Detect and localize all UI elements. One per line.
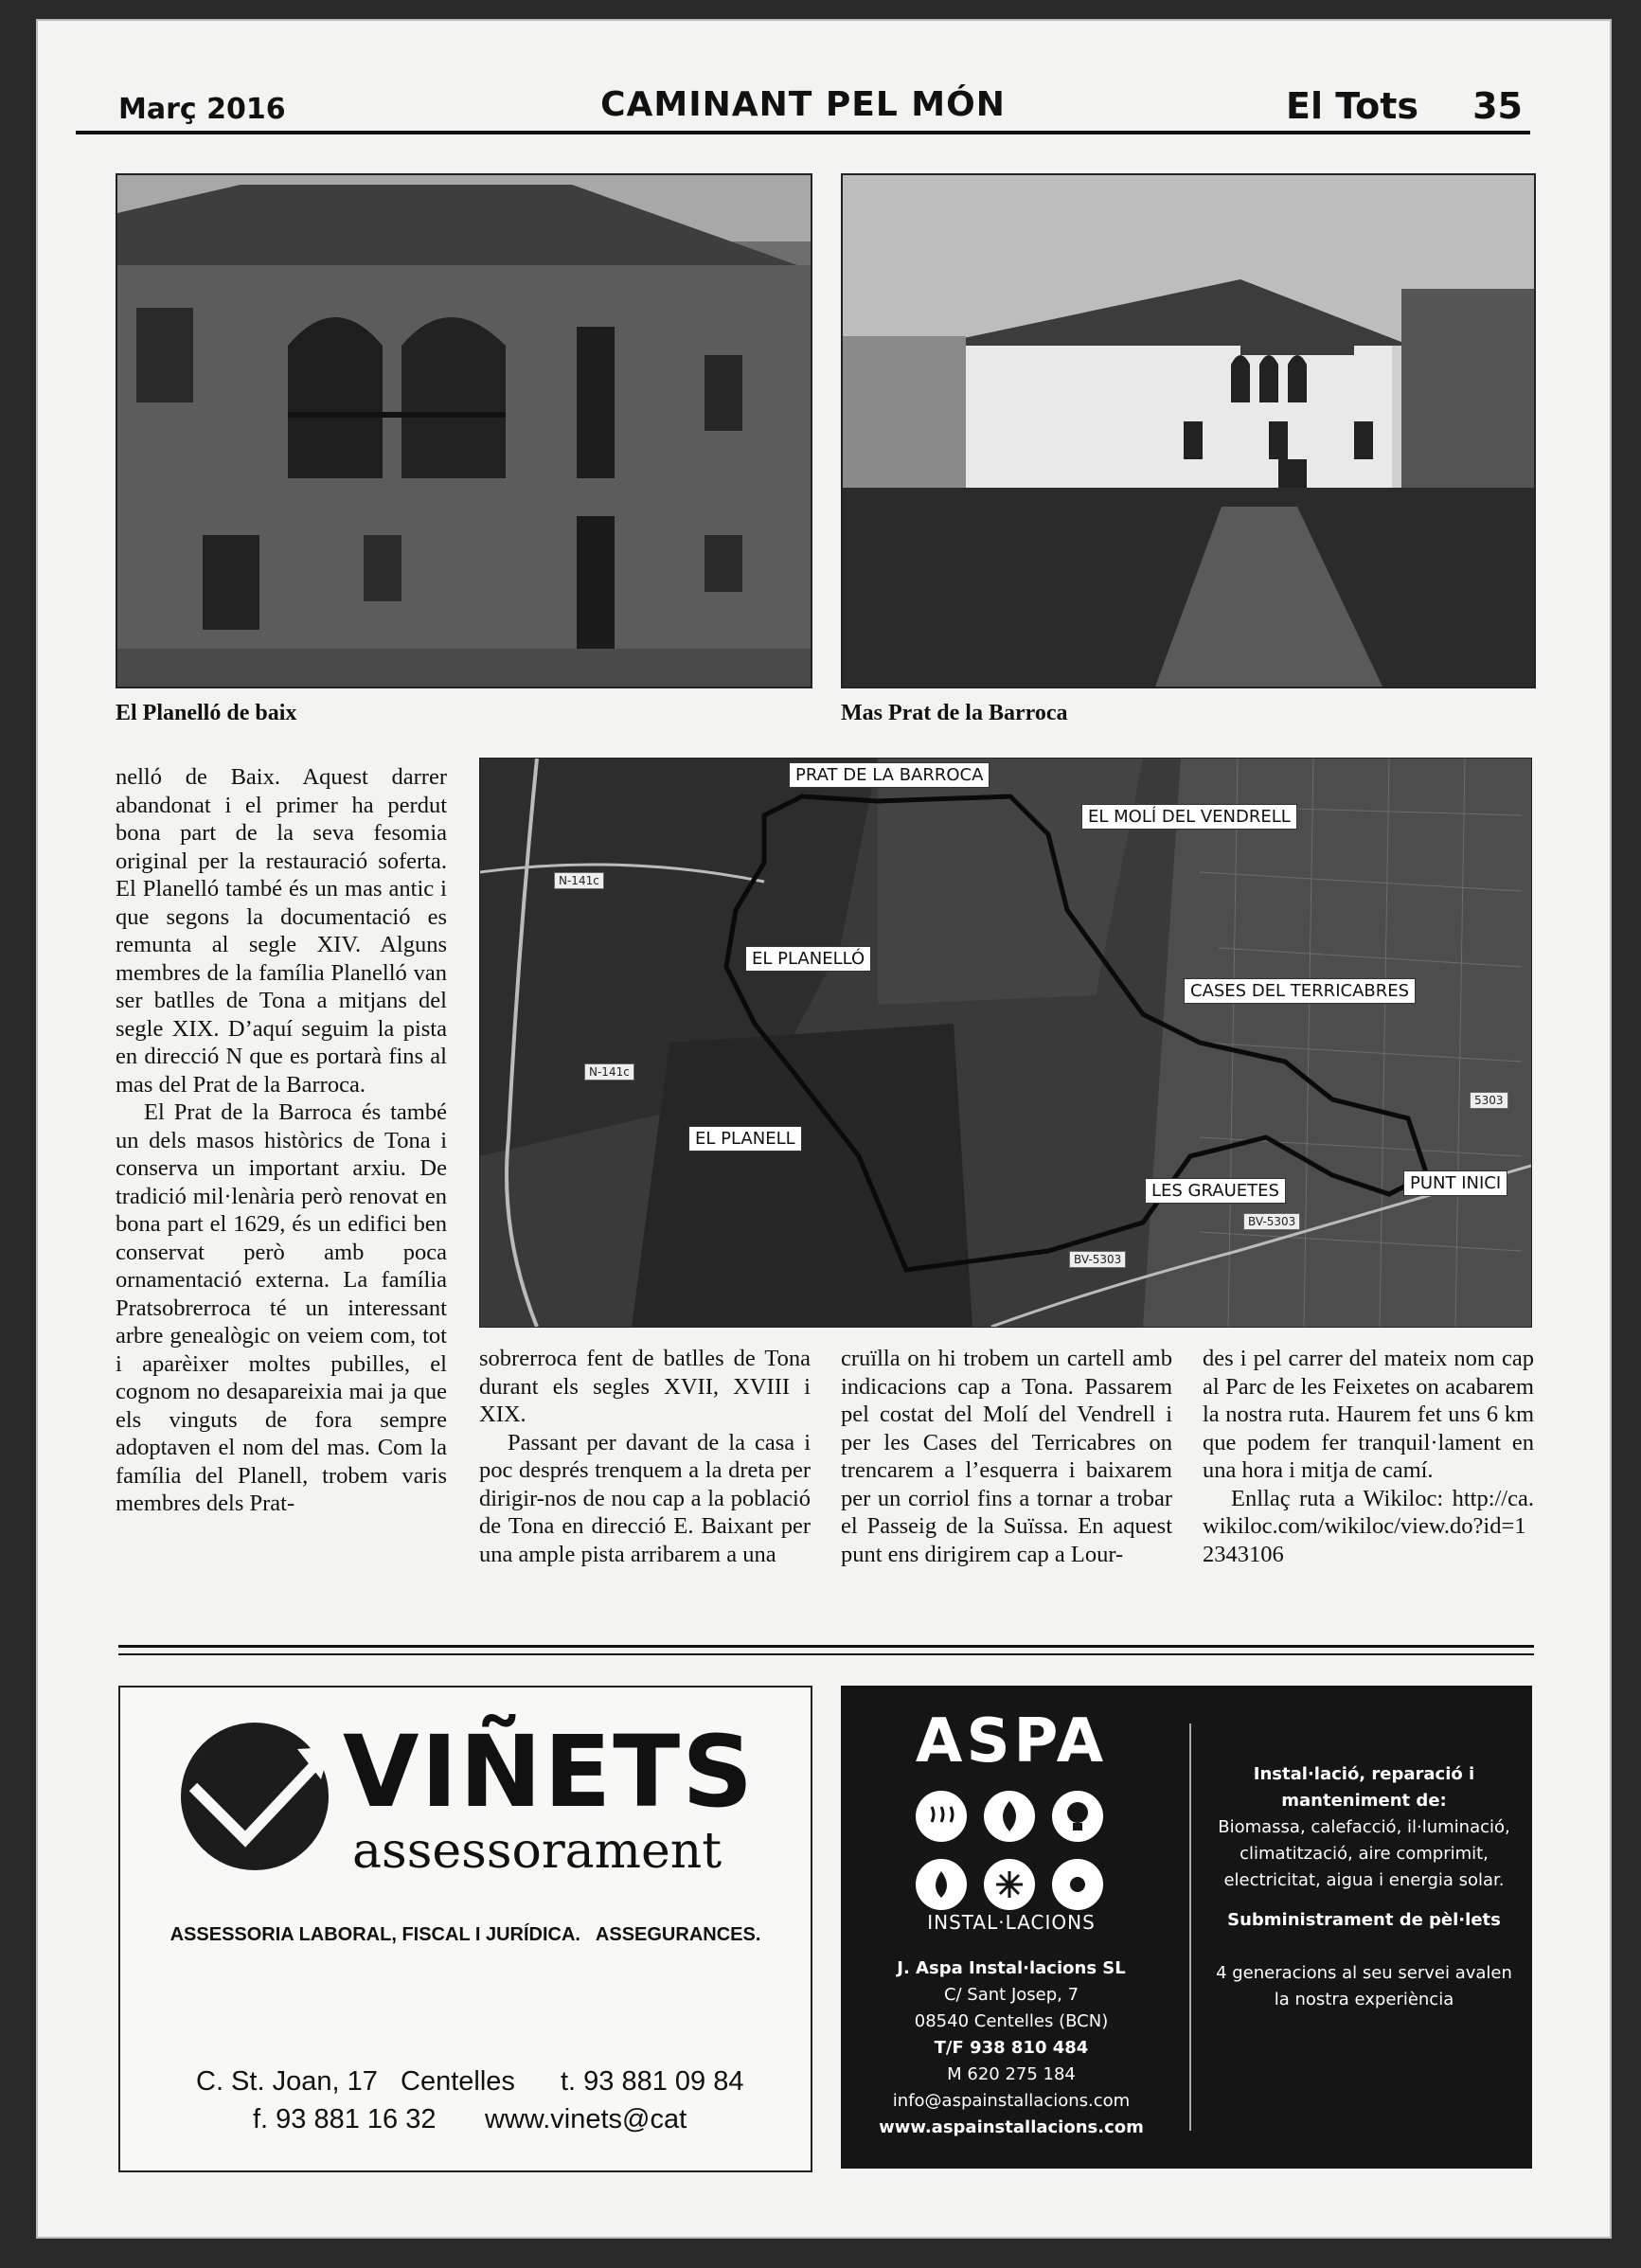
aspa-subtitle: INSTAL·LACIONS: [927, 1911, 1096, 1934]
article-column-3: [841, 1345, 1172, 1568]
page-number: 35: [1472, 85, 1523, 127]
paragraph: des i pel carrer del mateix nom cap al Parc de les Feixetes on acabarem la nostra ruta. Haurem fet uns 6 km que podem fer tranquil·lament en una hora i mitja de camí.: [1203, 1346, 1534, 1483]
section-title: CAMINANT PEL MÓN: [600, 85, 1006, 124]
aspa-supply-title: Subministrament de pèl·lets: [1227, 1910, 1501, 1930]
photo-caption-2: Mas Prat de la Barroca: [841, 701, 1068, 725]
vinets-fax: f. 93 881 16 32: [253, 2104, 437, 2134]
paragraph: sobrerroca fent de batlles de Tona durant els segles XVII, XVIII i XIX.: [479, 1346, 811, 1427]
road-label: BV-5303: [1243, 1213, 1300, 1230]
road-label: N-141c: [584, 1063, 634, 1080]
paragraph: Enllaç ruta a Wikiloc: http://ca.wikiloc.com/wikiloc/view.do?id=12343106: [1203, 1485, 1534, 1567]
road-label: N-141c: [554, 872, 604, 889]
aspa-mobile: M 620 275 184: [947, 2064, 1076, 2084]
route-map: [479, 758, 1532, 1328]
photo-planello-de-baix: [116, 173, 812, 688]
map-label-el-planell: EL PLANELL: [688, 1126, 802, 1152]
map-label-cases-del-terricabres: CASES DEL TERRICABRES: [1184, 978, 1416, 1004]
ad-vinets: [118, 1686, 812, 2172]
article-column-1: [116, 763, 447, 1518]
aspa-contact: [841, 1955, 1182, 2141]
vinets-subtitle: assessorament: [352, 1823, 722, 1880]
aspa-brand: ASPA: [915, 1706, 1108, 1777]
paragraph: nelló de Baix. Aquest darrer abandonat i el primer ha perdut bona part de la seva fesomia original per la restauració soferta. El Planelló també és un mas antic i que segons la documentació es remunta al segle XIV. Alguns membres de la família Planelló van ser batlles de Tona a mitjans del segle XIX. D’aquí seguim la pista en direcció N que es portarà fins al mas del Prat de la Barroca.: [116, 764, 447, 1098]
aspa-vertical-divider: [1189, 1723, 1191, 2131]
vinets-phone: t. 93 881 09 84: [561, 2066, 744, 2097]
ad-aspa: [841, 1686, 1532, 2169]
aspa-service-icons: [915, 1790, 1104, 1917]
vinets-logo-icon: [179, 1721, 330, 1872]
map-label-punt-inici: PUNT INICI: [1403, 1170, 1507, 1196]
road-label: 5303: [1470, 1092, 1508, 1109]
aspa-web: www.aspainstallacions.com: [879, 2117, 1144, 2137]
aspa-street: C/ Sant Josep, 7: [943, 1985, 1079, 2005]
aspa-email: info@aspainstallacions.com: [892, 2091, 1131, 2111]
page-header: [76, 74, 1530, 134]
paragraph: El Prat de la Barroca és també un dels masos històrics de Tona i conserva un important arxiu. De tradició mil·lenària però renovat en bona part el 1629, és un edifici ben conservat però amb poca ornamentació externa. La família Pratsobrerroca té un interessant arbre genealògic on veiem com, tot i aparèixer moltes pubilles, el cognom no desapareixia mai ja que els vinguts de fora sempre adoptaven el nom del mas. Com la família del Planell, trobem varis membres dels Prat-: [116, 1099, 447, 1516]
vinets-services: ASSESSORIA LABORAL, FISCAL I JURÍDICA. ASSEGURANCES.: [169, 1924, 761, 1945]
aspa-slogan: 4 generacions al seu servei avalen la nostra experiència: [1216, 1963, 1512, 2009]
aspa-company: J. Aspa Instal·lacions SL: [897, 1958, 1126, 1978]
aspa-city: 08540 Centelles (BCN): [914, 2011, 1109, 2031]
map-label-el-planello: EL PLANELLÓ: [745, 946, 871, 972]
article-column-4: [1203, 1345, 1534, 1568]
photo-caption-1: El Planelló de baix: [116, 701, 297, 725]
map-label-moli-del-vendrell: EL MOLÍ DEL VENDRELL: [1081, 804, 1297, 830]
aspa-services: Biomassa, calefacció, il·luminació, climatització, aire comprimit, electricitat, aigua i energia solar.: [1218, 1817, 1510, 1890]
publication-name: El Tots: [1286, 85, 1418, 127]
aspa-services-block: [1215, 1761, 1513, 2013]
divider: [118, 1645, 1534, 1648]
vinets-web: www.vinets@cat: [485, 2104, 687, 2134]
paragraph: cruïlla on hi trobem un cartell amb indicacions cap a Tona. Passarem pel costat del Molí del Vendrell i per les Cases del Terricabres on trencarem a l’esquerra i baixarem per un corriol fins a tornar a trobar el Passeig de la Suïssa. En aquest punt ens dirigirem cap a Lour-: [841, 1346, 1172, 1567]
aspa-services-title: Instal·lació, reparació i manteniment de:: [1253, 1764, 1475, 1811]
photo-mas-prat-de-la-barroca: [841, 173, 1536, 688]
map-label-les-grauetes: LES GRAUETES: [1145, 1178, 1286, 1204]
vinets-brand: VIÑETS: [343, 1714, 756, 1830]
aspa-phone: T/F 938 810 484: [934, 2038, 1089, 2058]
paragraph: Passant per davant de la casa i poc després trenquem a la dreta per dirigir-nos de nou cap a la població de Tona en direcció E. Baixant per una ample pista arribarem a una: [479, 1429, 811, 1567]
map-label-prat-de-la-barroca: PRAT DE LA BARROCA: [789, 762, 990, 788]
article-column-2: [479, 1345, 811, 1568]
divider: [118, 1653, 1534, 1655]
issue-date: Març 2016: [118, 93, 286, 126]
vinets-address: C. St. Joan, 17 Centelles: [196, 2066, 515, 2097]
road-label: BV-5303: [1069, 1251, 1126, 1268]
